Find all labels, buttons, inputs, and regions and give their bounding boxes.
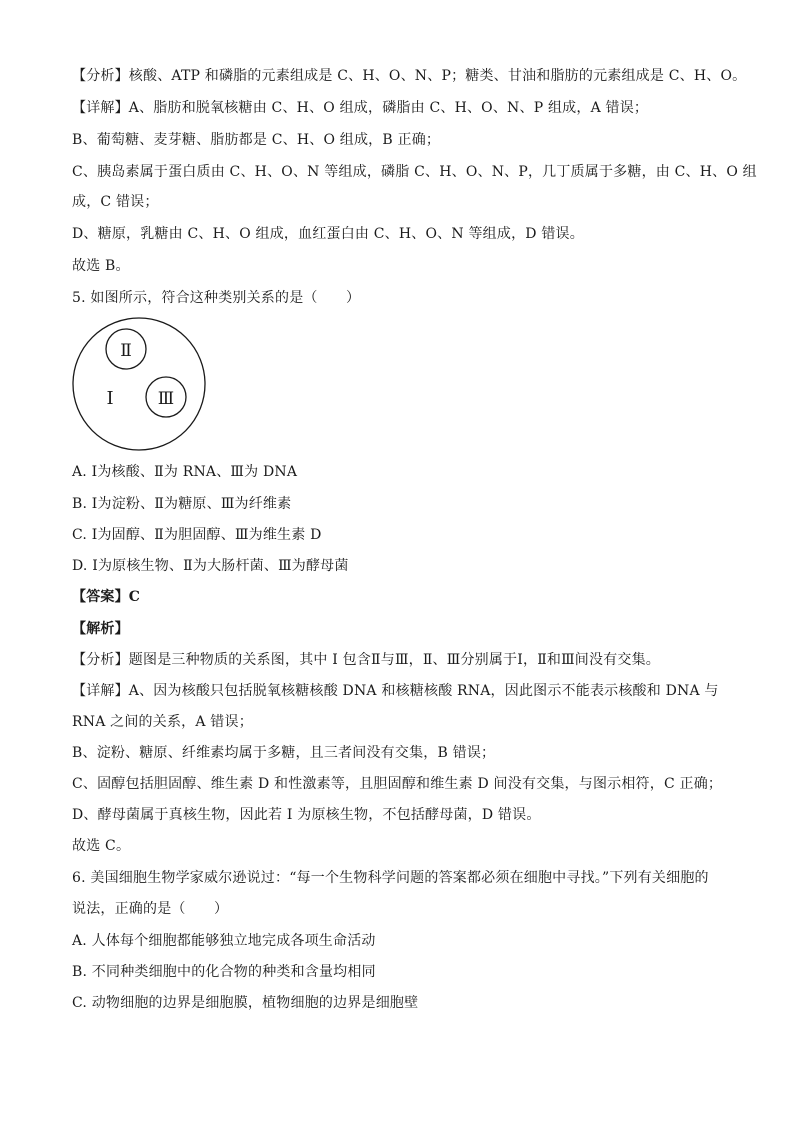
detail-line-q5-a: 【详解】A、因为核酸只包括脱氧核糖核酸 DNA 和核糖核酸 RNA，因此图示不能表示核酸和 DNA 与 [72, 683, 719, 699]
venn-diagram [70, 316, 210, 452]
detail-line-q5-b: B、淀粉、糖原、纤维素均属于多糖，且三者间没有交集，B 错误； [72, 745, 496, 761]
option-5b: B. Ⅰ为淀粉、Ⅱ为糖原、Ⅲ为纤维素 [72, 496, 292, 512]
option-5d: D. Ⅰ为原核生物、Ⅱ为大肠杆菌、Ⅲ为酵母菌 [72, 558, 349, 574]
detail-line-q5-c: C、固醇包括胆固醇、维生素 D 和性激素等，且胆固醇和维生素 D 间没有交集，与图示相符，C 正确； [72, 776, 723, 792]
question-5-stem: 5. 如图所示，符合这种类别关系的是（ ） [72, 290, 361, 306]
detail-line-q4-b: B、葡萄糖、麦芽糖、脂肪都是 C、H、O 组成，B 正确； [72, 132, 441, 148]
option-6a: A. 人体每个细胞都能够独立地完成各项生命活动 [72, 933, 376, 949]
option-5c: C. Ⅰ为固醇、Ⅱ为胆固醇、Ⅲ为维生素 D [72, 527, 322, 543]
analysis-line-q4: 【分析】核酸、ATP 和磷脂的元素组成是 C、H、O、N、P；糖类、甘油和脂肪的元素组成是 C、H、O。 [72, 68, 747, 84]
option-6b: B. 不同种类细胞中的化合物的种类和含量均相同 [72, 964, 376, 980]
conclusion-q4: 故选 B。 [72, 258, 130, 274]
detail-line-q5-d: D、酵母菌属于真核生物，因此若 I 为原核生物，不包括酵母菌，D 错误。 [72, 807, 541, 823]
detail-line-q4-c-cont: 成，C 错误； [72, 194, 159, 210]
detail-line-q4-a: 【详解】A、脂肪和脱氧核糖由 C、H、O 组成，磷脂由 C、H、O、N、P 组成，A 错误； [72, 100, 649, 116]
question-6-stem: 6. 美国细胞生物学家威尔逊说过：“每一个生物科学问题的答案都必须在细胞中寻找。”下列有关细胞的 [72, 870, 709, 886]
option-5a: A. Ⅰ为核酸、Ⅱ为 RNA、Ⅲ为 DNA [72, 464, 298, 480]
explanation-heading-5: 【解析】 [72, 621, 129, 637]
detail-line-q5-a-cont: RNA 之间的关系，A 错误； [72, 714, 253, 730]
question-6-stem-cont: 说法，正确的是（ ） [72, 901, 229, 917]
conclusion-q5: 故选 C。 [72, 838, 131, 854]
answer-5: 【答案】C [72, 589, 141, 605]
label-i: I [106, 388, 114, 409]
analysis-line-q5: 【分析】题图是三种物质的关系图，其中 I 包含Ⅱ与Ⅲ，Ⅱ、Ⅲ分别属于Ⅰ，Ⅱ和Ⅲ间没有交集。 [72, 652, 661, 668]
outer-circle [73, 318, 205, 450]
label-ii: Ⅱ [120, 341, 132, 361]
option-6c: C. 动物细胞的边界是细胞膜，植物细胞的边界是细胞壁 [72, 995, 419, 1011]
detail-line-q4-d: D、糖原，乳糖由 C、H、O 组成，血红蛋白由 C、H、O、N 等组成，D 错误。 [72, 226, 584, 242]
detail-line-q4-c: C、胰岛素属于蛋白质由 C、H、O、N 等组成，磷脂 C、H、O、N、P，几丁质属于多糖，由 C、H、O 组 [72, 164, 757, 180]
label-iii: Ⅲ [157, 389, 175, 409]
